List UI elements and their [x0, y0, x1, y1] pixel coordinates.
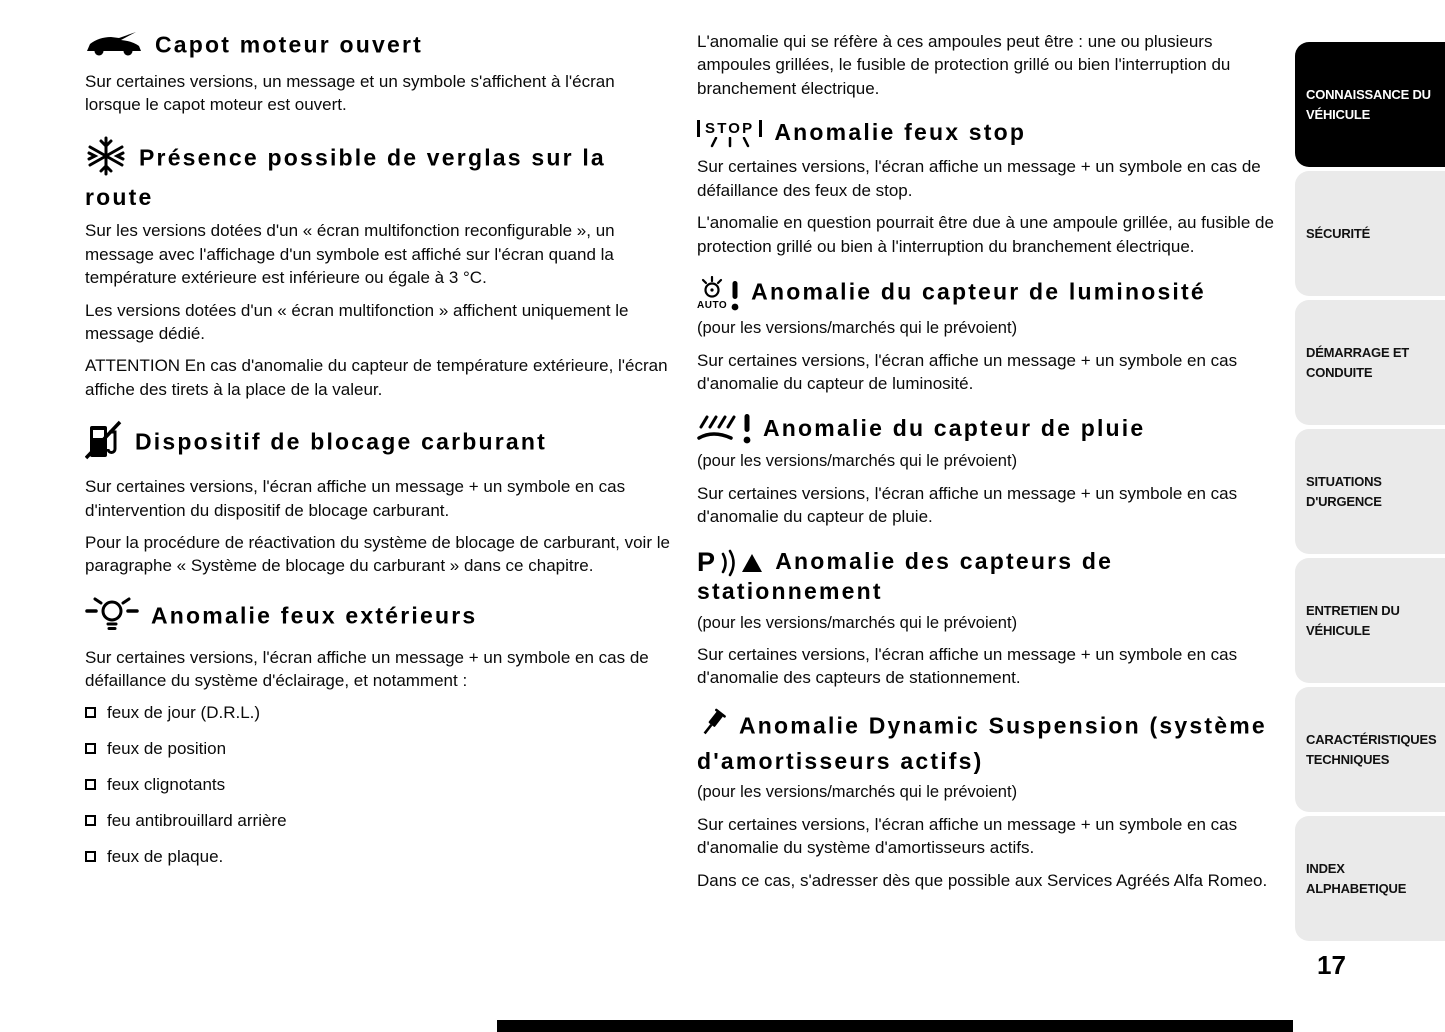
- bullet-item: [85, 702, 670, 724]
- section-note: (pour les versions/marchés qui le prévoient): [697, 613, 1018, 632]
- bullet-list: [85, 702, 670, 868]
- ice-warning-icon: [85, 135, 127, 184]
- section-heading: [85, 135, 670, 213]
- paragraph: Sur certaines versions, l'écran affiche un message + un symbole en cas de défaillance des feux de stop.: [697, 157, 1261, 200]
- bullet-text: feux de jour (D.R.L.): [107, 702, 261, 722]
- sidebar-tab-label: SITUATIONS D'URGENCE: [1306, 474, 1382, 509]
- section-title: Dispositif de blocage carburant: [135, 428, 547, 455]
- sidebar-tab-label: CONNAISSANCE DU VÉHICULE: [1306, 87, 1431, 122]
- stop-icon-label: STOP: [697, 120, 762, 137]
- section-title: Anomalie du capteur de luminosité: [751, 278, 1206, 305]
- checkbox-bullet-icon: [85, 815, 96, 826]
- paragraph: Sur les versions dotées d'un « écran multifonction reconfigurable », un message avec l'affichage d'un symbole est affiché sur l'écran quand la température extérieure est inférieure ou égale à 3 °C.: [85, 221, 615, 288]
- section-heading: [85, 596, 670, 639]
- bullet-item: [85, 738, 670, 760]
- section-note: (pour les versions/marchés qui le prévoient): [697, 452, 1018, 471]
- bullet-item: [85, 846, 670, 868]
- paragraph: Dans ce cas, s'adresser dès que possible aux Services Agréés Alfa Romeo.: [697, 870, 1268, 890]
- fuel-cutoff-icon: [85, 419, 123, 468]
- section-heading: [697, 708, 1275, 776]
- open-hood-icon: [85, 30, 143, 63]
- suspension-icon: [697, 708, 727, 747]
- right-column: [697, 30, 1275, 901]
- bullet-text: feu antibrouillard arrière: [107, 810, 287, 830]
- section-feux-exterieurs: [85, 596, 670, 868]
- section-title: Capot moteur ouvert: [155, 31, 423, 58]
- sidebar-tab-connaissance-du-vehicule[interactable]: [1295, 42, 1445, 167]
- sidebar-tab-index-alphabetique[interactable]: [1295, 816, 1445, 941]
- bullet-text: feux de position: [107, 738, 227, 758]
- exterior-lights-icon: [85, 596, 139, 639]
- section-title: Anomalie feux stop: [774, 119, 1027, 146]
- left-column: [85, 30, 670, 882]
- section-capteurs-stationnement: [697, 547, 1275, 690]
- section-capot-moteur: [85, 30, 670, 117]
- section-feux-stop: [697, 118, 1275, 258]
- section-title: Anomalie du capteur de pluie: [763, 414, 1146, 441]
- stop-lights-icon: [697, 120, 762, 148]
- sidebar-tab-label: SÉCURITÉ: [1306, 225, 1371, 241]
- sidebar-tab-entretien-du-vehicule[interactable]: [1295, 558, 1445, 683]
- parking-icon-label: P: [697, 547, 718, 578]
- section-heading: [85, 419, 670, 468]
- page-number: 17: [1317, 950, 1346, 980]
- parking-sensors-icon: [697, 549, 763, 577]
- sidebar: [1295, 42, 1445, 941]
- section-capteur-pluie: [697, 414, 1275, 529]
- checkbox-bullet-icon: [85, 851, 96, 862]
- sidebar-tab-situations-durgence[interactable]: [1295, 429, 1445, 554]
- paragraph: Sur certaines versions, l'écran affiche un message + un symbole en cas d'anomalie du système d'amortisseurs actifs.: [697, 814, 1238, 858]
- exclamation-icon: [743, 414, 751, 444]
- paragraph: L'anomalie en question pourrait être due à une ampoule grillée, au fusible de protection grillé ou bien à l'interruption du branchement électrique.: [697, 213, 1274, 256]
- section-title: Anomalie des capteurs de stationnement: [697, 547, 1114, 604]
- auto-icon-label: AUTO: [697, 300, 728, 312]
- sidebar-tab-label: CARACTÉRISTIQUES TECHNIQUES: [1306, 732, 1437, 767]
- section-title: Anomalie feux extérieurs: [151, 602, 478, 629]
- obstacle-triangle-icon: [741, 553, 763, 573]
- section-title: Présence possible de verglas sur la route: [85, 144, 606, 211]
- section-heading: [697, 118, 1275, 148]
- sidebar-tab-label: INDEX ALPHABETIQUE: [1306, 861, 1407, 896]
- checkbox-bullet-icon: [85, 743, 96, 754]
- section-dynamic-suspension: [697, 708, 1275, 892]
- paragraph: Sur certaines versions, l'écran affiche un message + un symbole en cas de défaillance du système d'éclairage, et notamment :: [85, 647, 649, 691]
- section-note: (pour les versions/marchés qui le prévoient): [697, 783, 1018, 802]
- sidebar-tab-label: DÉMARRAGE ET CONDUITE: [1306, 345, 1410, 380]
- section-heading: [85, 30, 670, 63]
- section-verglas: [85, 135, 670, 402]
- section-title: Anomalie Dynamic Suspension (système d'amortisseurs actifs): [697, 712, 1267, 774]
- rain-sensor-icon: [697, 414, 751, 444]
- paragraph-continuation: L'anomalie qui se réfère à ces ampoules peut être : une ou plusieurs ampoules grillées, le fusible de protection grillé ou bien l'interruption du branchement électrique.: [697, 32, 1231, 98]
- section-blocage-carburant: [85, 419, 670, 578]
- bullet-text: feux clignotants: [107, 774, 226, 794]
- bullet-item: [85, 810, 670, 832]
- checkbox-bullet-icon: [85, 779, 96, 790]
- paragraph: Sur certaines versions, l'écran affiche un message + un symbole en cas d'anomalie du capteur de luminosité.: [697, 350, 1238, 394]
- paragraph: Sur certaines versions, l'écran affiche un message + un symbole en cas d'intervention du dispositif de blocage carburant.: [85, 477, 626, 520]
- section-heading: [697, 276, 1275, 311]
- paragraph: Sur certaines versions, un message et un symbole s'affichent à l'écran lorsque le capot moteur est ouvert.: [85, 71, 615, 115]
- paragraph: Les versions dotées d'un « écran multifonction » affichent uniquement le message dédié.: [85, 300, 629, 343]
- sidebar-tab-label: ENTRETIEN DU VÉHICULE: [1306, 603, 1400, 638]
- sidebar-tab-caracteristiques-techniques[interactable]: [1295, 687, 1445, 812]
- section-note: (pour les versions/marchés qui le prévoient): [697, 319, 1018, 338]
- sidebar-tab-demarrage-et-conduite[interactable]: [1295, 300, 1445, 425]
- sidebar-tab-securite[interactable]: [1295, 171, 1445, 296]
- section-capteur-luminosite: [697, 276, 1275, 395]
- paragraph: Sur certaines versions, l'écran affiche un message + un symbole en cas d'anomalie des capteurs de stationnement.: [697, 644, 1238, 688]
- section-heading: [697, 547, 1275, 606]
- paragraph: Pour la procédure de réactivation du système de blocage de carburant, voir le paragraphe « Système de blocage du carburant » dans ce chapitre.: [85, 532, 670, 576]
- checkbox-bullet-icon: [85, 707, 96, 718]
- exclamation-icon: [731, 281, 739, 311]
- footer-bar: [497, 1020, 1293, 1032]
- section-heading: [697, 414, 1275, 445]
- bullet-text: feux de plaque.: [107, 846, 224, 866]
- auto-light-sensor-icon: [697, 276, 739, 311]
- paragraph: ATTENTION En cas d'anomalie du capteur de température extérieure, l'écran affiche des tirets à la place de la valeur.: [85, 356, 668, 399]
- bullet-item: [85, 774, 670, 796]
- paragraph: Sur certaines versions, l'écran affiche un message + un symbole en cas d'anomalie du capteur de pluie.: [697, 483, 1238, 527]
